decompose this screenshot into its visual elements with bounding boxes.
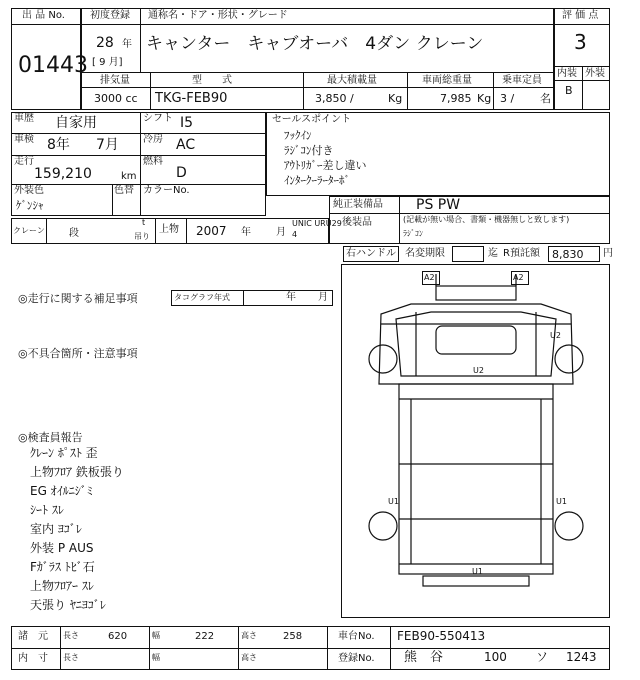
reg-class: 100 <box>484 650 507 664</box>
dims-label: 諸 元 <box>18 631 48 642</box>
sales-title: セールスポイント <box>272 114 352 125</box>
ext-color: ｹﾞﾝｼｬ <box>16 199 44 212</box>
mod-label: 名変期限 <box>405 248 445 259</box>
first-reg-year: 28 <box>96 35 114 51</box>
inspector-item: EG ｵｲﾙﾆｼﾞﾐ <box>30 484 93 498</box>
body-label: 上物 <box>159 224 179 235</box>
body-maker: UNIC URU29 <box>292 219 342 228</box>
capacity: 3 / <box>500 92 515 105</box>
sales-point: ﾌｯｸｲﾝ <box>284 129 312 142</box>
inspector-item: Fｶﾞﾗｽ ﾄﾋﾞ石 <box>30 560 95 574</box>
ext-color-label: 外装色 <box>14 185 44 196</box>
crane-hook: 吊り <box>134 232 150 241</box>
model: TKG-FEB90 <box>155 91 228 106</box>
mileage: 159,210 <box>34 166 92 182</box>
rhd: 右ハンドル <box>346 248 396 259</box>
max-load-label: 最大積載量 <box>327 75 377 86</box>
inner-length-label: 長さ <box>63 653 79 662</box>
tacho-month: 月 <box>318 292 328 303</box>
history-label: 車歴 <box>14 113 34 124</box>
body-month-unit: 月 <box>276 227 286 238</box>
mod-box <box>452 246 484 262</box>
crane-label: クレーン <box>13 226 45 235</box>
vehicle-name: キャンター キャブオーバ 4ダン クレーン <box>146 34 484 54</box>
chassis: FEB90-550413 <box>397 629 486 643</box>
chassis-label: 車台No. <box>338 631 375 642</box>
mileage-label: 走行 <box>14 156 34 167</box>
aftermarket-note: (記載が無い場合、書類・機器無しと致します) <box>403 215 570 224</box>
tacho-label: タコグラフ年式 <box>174 293 230 302</box>
interior-label: 内装 <box>557 68 577 79</box>
length: 620 <box>108 631 128 642</box>
max-load-unit: Kg <box>388 92 403 105</box>
sales-point: ｱｳﾄﾘｶﾞｰ差し違い <box>284 159 367 172</box>
max-load: 3,850 / <box>315 92 354 105</box>
inspector-item: ｼｰﾄ ｽﾚ <box>30 503 64 517</box>
tax-label: 迄 <box>488 248 498 259</box>
equip: PS PW <box>416 197 461 213</box>
ac-label: 冷房 <box>143 134 163 145</box>
inner-label: 内 寸 <box>18 653 48 664</box>
name-label: 通称名・ドア・形状・グレード <box>148 10 288 21</box>
inner-width-label: 幅 <box>152 653 160 662</box>
history: 自家用 <box>55 115 97 131</box>
first-reg-label: 初度登録 <box>90 10 130 21</box>
inspector-item: 外装 P AUS <box>30 541 94 555</box>
gross-weight: 7,985 <box>440 92 472 105</box>
mark-u1-rear: U1 <box>472 567 483 576</box>
mark-a2-right-label: A2 <box>513 273 524 282</box>
fuel: D <box>176 165 187 181</box>
aftermarket-label: 後装品 <box>342 217 372 228</box>
mileage-unit: km <box>121 171 137 182</box>
displacement: 3000 cc <box>94 92 138 105</box>
truck-diagram <box>341 264 610 618</box>
color-no-label2: カラーNo. <box>143 185 190 196</box>
body-year-unit: 年 <box>241 227 251 238</box>
first-reg-month: [ 9 月] <box>92 57 123 68</box>
recycle-unit: 円 <box>603 248 613 259</box>
mark-a2-left-label: A2 <box>424 273 435 282</box>
inspector-item: 上物ﾌﾛｱｰ ｽﾚ <box>30 579 94 593</box>
capacity-label: 乗車定員 <box>502 75 542 86</box>
mark-u1-left: U1 <box>388 497 399 506</box>
color-no-label: 色替 <box>114 185 134 196</box>
inspector-item: 上物ﾌﾛｱ 鉄板張り <box>30 465 124 479</box>
year-unit: 年 <box>122 39 132 50</box>
inspection-month: 7月 <box>96 137 119 153</box>
inspector-item: 室内 ﾖｺﾞﾚ <box>30 522 82 536</box>
mark-u1-right: U1 <box>556 497 567 506</box>
gross-weight-unit: Kg <box>477 92 492 105</box>
displacement-label: 排気量 <box>100 75 130 86</box>
reg-kana: ソ <box>536 650 549 664</box>
inspector-label: ◎検査員報告 <box>18 431 83 444</box>
crane-ton: t <box>142 218 146 227</box>
height: 258 <box>283 631 303 642</box>
inspection-year: 8年 <box>47 137 70 153</box>
score: 3 <box>574 30 587 54</box>
recycle: 8,830 <box>552 248 584 261</box>
recycle-label: R預託額 <box>503 248 540 259</box>
inner-height-label: 高さ <box>241 653 257 662</box>
tacho-year: 年 <box>286 292 296 303</box>
equip-label: 純正装備品 <box>333 199 383 210</box>
defect-label: ◎不具合箇所・注意事項 <box>18 347 138 360</box>
sales-point: ｲﾝﾀｰｸｰﾗｰﾀｰﾎﾞ <box>284 174 350 187</box>
reg-label: 登録No. <box>338 653 375 664</box>
model-label: 型 式 <box>192 75 232 86</box>
gross-weight-label: 車両総重量 <box>422 75 472 86</box>
body-year: 2007 <box>196 224 227 238</box>
interior-grade: B <box>565 84 573 97</box>
inspector-item: 天張り ﾔﾆﾖｺﾞﾚ <box>30 598 106 612</box>
reg-area: 熊 谷 <box>404 650 444 665</box>
exterior-label: 外装 <box>585 68 605 79</box>
width-label: 幅 <box>152 631 160 640</box>
inspector-item: ｸﾚｰﾝ ﾎﾟｽﾄ 歪 <box>30 446 98 460</box>
body-maker-2: 4 <box>292 230 298 239</box>
mark-u2-right: U2 <box>550 331 561 340</box>
specs-box <box>11 112 266 216</box>
shift-label: シフト <box>143 113 173 124</box>
mark-u2-cab: U2 <box>473 366 484 375</box>
lot-label: 出 品 No. <box>22 10 65 21</box>
aftermarket: ﾗｼﾞｺﾝ <box>403 229 423 238</box>
ac: AC <box>176 137 196 153</box>
sales-point: ﾗｼﾞｺﾝ付き <box>284 144 334 157</box>
shift: I5 <box>180 115 194 131</box>
score-label: 評 価 点 <box>562 10 599 21</box>
run-label: ◎走行に関する補足事項 <box>18 292 138 305</box>
capacity-unit: 名 <box>540 92 551 105</box>
lot-number: 01443 <box>18 53 88 78</box>
reg-num: 1243 <box>566 650 597 664</box>
width: 222 <box>195 631 215 642</box>
fuel-label: 燃料 <box>143 156 163 167</box>
height-label: 高さ <box>241 631 257 640</box>
inspection-label: 車検 <box>14 134 34 145</box>
length-label: 長さ <box>63 631 79 640</box>
crane-stage: 段 <box>69 228 79 239</box>
